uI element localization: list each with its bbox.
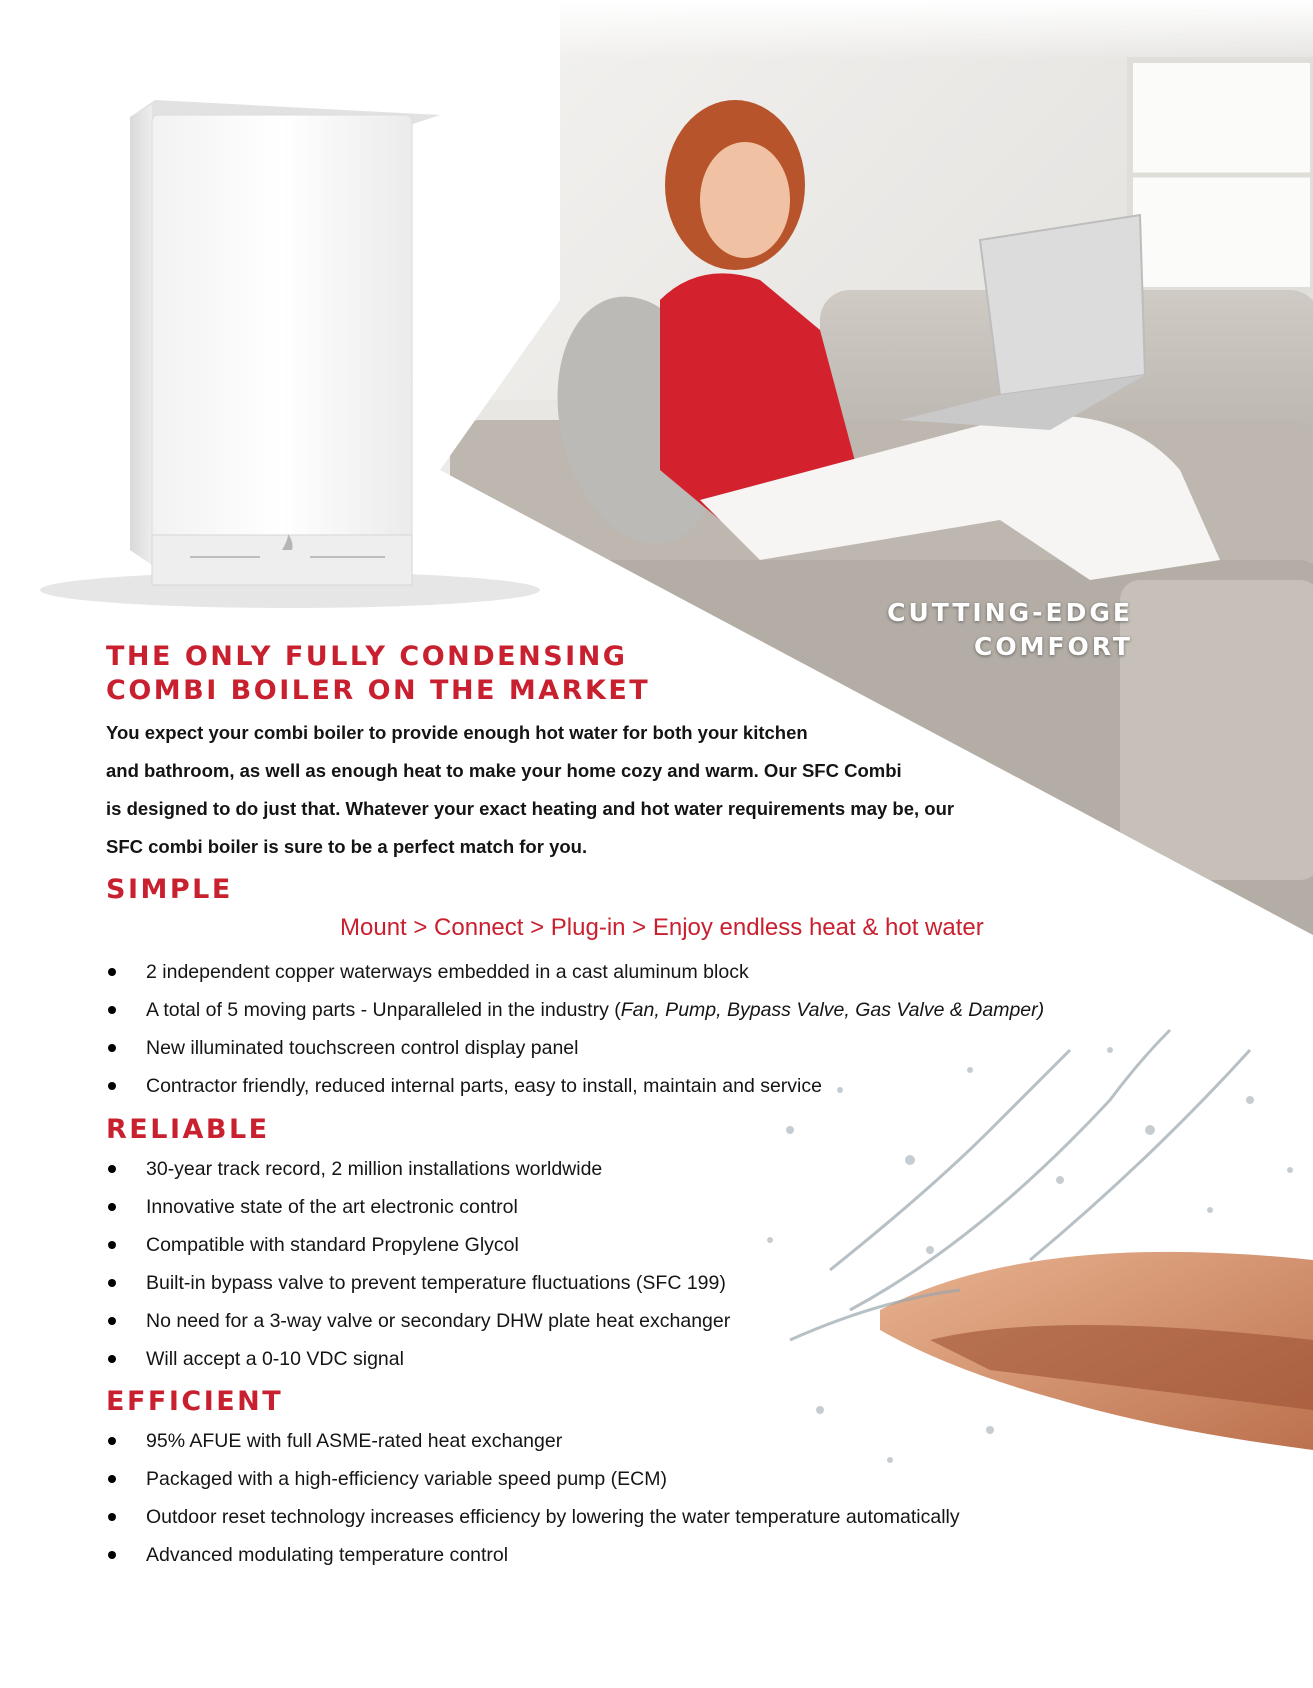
headline-line-2: COMBI BOILER ON THE MARKET <box>106 675 651 706</box>
intro-line-3: is designed to do just that. Whatever your exact heating and hot water requirements may be, our <box>106 798 955 819</box>
intro-line-1: You expect your combi boiler to provide enough hot water for both your kitchen <box>106 722 808 743</box>
steps-line: Mount > Connect > Plug-in > Enjoy endless heat & hot water <box>340 914 984 941</box>
list-item: 30-year track record, 2 million installations worldwide <box>106 1150 1046 1188</box>
intro-paragraph <box>106 714 1006 866</box>
bullet-icon <box>108 1437 116 1445</box>
list-item: A total of 5 moving parts - Unparalleled in the industry (Fan, Pump, Bypass Valve, Gas Valve & Damper) <box>106 991 1046 1029</box>
intro-line-2: and bathroom, as well as enough heat to make your home cozy and warm. Our SFC Combi <box>106 760 902 781</box>
bullet-icon <box>108 1355 116 1363</box>
list-item: Innovative state of the art electronic control <box>106 1188 1046 1226</box>
list-item: New illuminated touchscreen control display panel <box>106 1029 1046 1067</box>
section-title-reliable: RELIABLE <box>106 1114 270 1145</box>
bullet-icon <box>108 1241 116 1249</box>
list-item: Compatible with standard Propylene Glycol <box>106 1226 1046 1264</box>
bullet-icon <box>108 1551 116 1559</box>
tagline-line-2: COMFORT <box>974 632 1133 661</box>
bullet-icon <box>108 1044 116 1052</box>
bullet-icon <box>108 968 116 976</box>
headline-line-1: THE ONLY FULLY CONDENSING <box>106 641 628 672</box>
list-item: Will accept a 0-10 VDC signal <box>106 1340 1046 1378</box>
bullet-icon <box>108 1082 116 1090</box>
reliable-list <box>106 1150 1046 1378</box>
efficient-list <box>106 1422 1046 1574</box>
list-item: No need for a 3-way valve or secondary DHW plate heat exchanger <box>106 1302 1046 1340</box>
bullet-icon <box>108 1203 116 1211</box>
hero-tagline <box>887 596 1133 664</box>
boiler-image <box>40 95 540 615</box>
bullet-icon <box>108 1513 116 1521</box>
bullet-icon <box>108 1279 116 1287</box>
list-item: 2 independent copper waterways embedded in a cast aluminum block <box>106 953 1046 991</box>
list-item: Built-in bypass valve to prevent temperature fluctuations (SFC 199) <box>106 1264 1046 1302</box>
list-item: Advanced modulating temperature control <box>106 1536 1046 1574</box>
bullet-icon <box>108 1006 116 1014</box>
intro-line-4: SFC combi boiler is sure to be a perfect match for you. <box>106 836 588 857</box>
tagline-line-1: CUTTING-EDGE <box>887 598 1133 627</box>
list-item: Contractor friendly, reduced internal parts, easy to install, maintain and service <box>106 1067 1046 1105</box>
bullet-icon <box>108 1475 116 1483</box>
list-item: Outdoor reset technology increases efficiency by lowering the water temperature automatically <box>106 1498 1046 1536</box>
section-title-efficient: EFFICIENT <box>106 1386 284 1417</box>
bullet-icon <box>108 1317 116 1325</box>
list-item: Packaged with a high-efficiency variable speed pump (ECM) <box>106 1460 1046 1498</box>
list-item: 95% AFUE with full ASME-rated heat exchanger <box>106 1422 1046 1460</box>
section-title-simple: SIMPLE <box>106 874 233 905</box>
bullet-icon <box>108 1165 116 1173</box>
headline <box>106 640 650 708</box>
